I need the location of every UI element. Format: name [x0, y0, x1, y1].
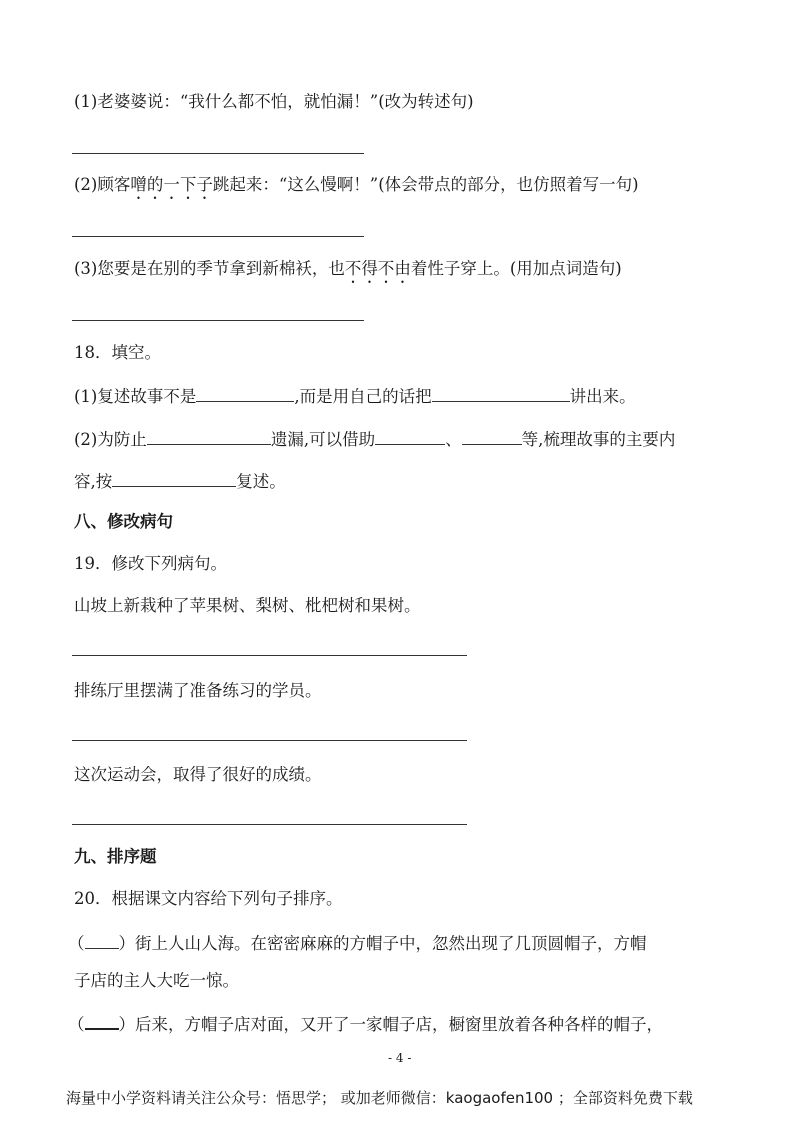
q20-item-1-cont: 子店的主人大吃一惊。 [74, 971, 239, 990]
answer-line[interactable] [72, 153, 364, 154]
q18-line-3 [74, 472, 286, 491]
answer-line[interactable] [72, 740, 467, 741]
q18-l3-text-b: 复述。 [236, 472, 286, 491]
fill-blank[interactable] [462, 430, 522, 445]
fill-blank[interactable] [147, 430, 271, 445]
q18-l2-text-d: 等,梳理故事的主要内 [521, 430, 676, 449]
q20-item-2-text: ）后来，方帽子店对面，又开了一家帽子店，橱窗里放着各种各样的帽子， [118, 1015, 663, 1034]
q19-sentence-3: 这次运动会，取得了很好的成绩。 [74, 765, 322, 784]
q17-s3-suffix: 着性子穿上。(用加点词造句) [410, 259, 622, 278]
paren-open: （ [68, 1015, 85, 1034]
q18-l1-text-b: ,而是用自己的话把 [294, 387, 432, 406]
q17-s3-prefix: (3)您要是在别的季节拿到新棉袄，也 [74, 259, 345, 278]
q18-l3-text-a: 容,按 [74, 472, 113, 491]
answer-line[interactable] [72, 236, 364, 237]
q17-sentence-1: (1)老婆婆说：“我什么都不怕，就怕漏！”(改为转述句) [74, 92, 474, 111]
q18-l1-text-a: (1)复述故事不是 [74, 387, 197, 406]
q20-item-2 [68, 1014, 663, 1034]
q19-sentence-1: 山坡上新栽种了苹果树、梨树、枇杷树和果树。 [74, 596, 421, 615]
q18-l2-text-a: (2)为防止 [74, 430, 147, 449]
q19-sentence-2: 排练厅里摆满了准备练习的学员。 [74, 681, 322, 700]
section-8-heading: 八、修改病句 [74, 512, 173, 531]
q19-title: 19．修改下列病句。 [74, 554, 227, 573]
page-number: - 4 - [388, 1051, 412, 1065]
q18-l2-text-b: 遗漏,可以借助 [270, 430, 376, 449]
q17-s2-prefix: (2)顾客 [74, 175, 131, 194]
section-9-heading: 九、排序题 [74, 847, 157, 866]
q17-s2-suffix: 跳起来：“这么慢啊！”(体会带点的部分，也仿照着写一句) [212, 175, 639, 194]
q20-item-1-text: ）街上人山人海。在密密麻麻的方帽子中，忽然出现了几顶圆帽子，方帽 [118, 934, 647, 953]
fill-blank[interactable] [375, 430, 445, 445]
q17-sentence-2 [74, 175, 639, 203]
q18-line-2 [74, 430, 675, 449]
order-blank[interactable] [85, 1014, 119, 1030]
answer-line[interactable] [72, 824, 467, 825]
answer-line[interactable] [72, 655, 467, 656]
fill-blank[interactable] [196, 387, 294, 402]
paren-open: （ [68, 934, 85, 953]
footer-note: 海量中小学资料请关注公众号：悟思学； 或加老师微信：kaogaofen100 ；全部资料免费下载 [66, 1089, 693, 1107]
q17-s3-dotted: 不得不由 [344, 259, 411, 278]
q17-sentence-3 [74, 259, 622, 287]
fill-blank[interactable] [432, 387, 570, 402]
q20-title: 20．根据课文内容给下列句子排序。 [74, 889, 343, 908]
order-blank[interactable] [85, 934, 119, 949]
q18-line-1 [74, 387, 636, 406]
q17-s2-dotted: 噌的一下子 [130, 175, 213, 194]
answer-line[interactable] [72, 320, 364, 321]
q18-title: 18．填空。 [74, 343, 161, 362]
q18-l2-text-c: 、 [445, 430, 462, 449]
fill-blank[interactable] [112, 472, 236, 487]
q18-l1-text-c: 讲出来。 [569, 387, 636, 406]
q20-item-1 [68, 934, 647, 953]
